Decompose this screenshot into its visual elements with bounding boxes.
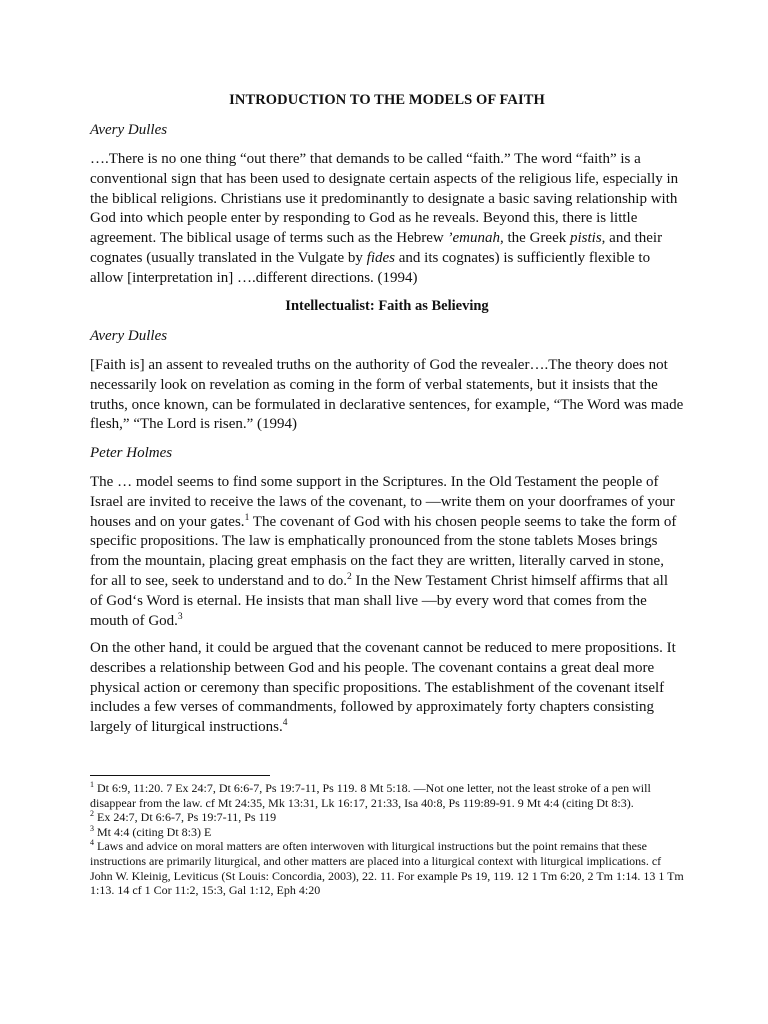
term-pistis: pistis — [569, 230, 602, 247]
footnote-2 — [90, 810, 684, 825]
intro-text-d: and its cognates) is sufficiently flexible to allow [interpretation in] ….different directions. (1994) — [90, 249, 651, 286]
footnote-4 — [90, 839, 684, 897]
dulles-paragraph: [Faith is] an assent to revealed truths on the authority of God the revealer….The theory does not necessarily look on revelation as coming in the form of verbal statements, but it insists that the truths, once known, can be formulated in declarative sentences, for example, “The Word was made flesh,” “The Lord is risen.” (1994) — [90, 357, 684, 433]
footnote-divider — [90, 775, 270, 776]
document-title: INTRODUCTION TO THE MODELS OF FAITH — [229, 92, 545, 108]
footnote-1 — [90, 781, 684, 810]
footnote-mark: 1 — [90, 780, 94, 789]
footnote-text: Ex 24:7, Dt 6:6-7, Ps 19:7-11, Ps 119 — [94, 810, 277, 825]
footnote-ref-3[interactable]: 3 — [177, 611, 183, 622]
intro-paragraph — [90, 150, 684, 289]
author-peter-holmes: Peter Holmes — [90, 445, 173, 461]
footnote-text: Dt 6:9, 11:20. 7 Ex 24:7, Dt 6:6-7, Ps 19:7-11, Ps 119. 8 Mt 5:18. ―Not one letter, not the least stroke of a pen will disappear from the law. cf Mt 24:35, Mk 13:31, Lk 16:17, 21:33, Isa 40:8, Ps 119:89-91. 9 Mt 4:4 (citing Dt 8:3). — [90, 781, 651, 810]
footnote-mark: 4 — [90, 838, 94, 848]
holmes-text-c: In the New Testament Christ himself affirms that all of God‘s Word is eternal. He insists that man shall live ―by every word that comes from the mouth of God. — [90, 572, 669, 629]
footnote-mark: 2 — [90, 809, 94, 819]
footnote-ref-2[interactable]: 2 — [347, 571, 352, 582]
covenant-text: On the other hand, it could be argued that the covenant cannot be reduced to mere propositions. It describes a relationship between God and his people. The covenant contains a great deal more physical action or ceremony than specific propositions. The establishment of the covenant itself includes a few verses of commandments, followed by approximately forty chapters consisting largely of liturgical instructions. — [90, 640, 676, 736]
holmes-paragraph — [90, 473, 684, 631]
footnote-text: Mt 4:4 (citing Dt 8:3) E — [94, 824, 212, 839]
footnote-ref-4[interactable]: 4 — [282, 718, 288, 729]
intro-text-c: , and their cognates (usually translated in the Vulgate by — [90, 230, 663, 266]
term-fides: fides — [366, 249, 396, 266]
term-emunah: ’emunah — [447, 230, 501, 247]
footnote-text: Laws and advice on moral matters are often interwoven with liturgical instructions but the point remains that these instructions are primarily liturgical, and other matters are placed into a liturgical context with liturgical implications. cf John W. Kleinig, Leviticus (St Louis: Concordia, 2003), 22. 11. For example Ps 19, 119. 12 1 Tm 6:20, 2 Tm 1:14. 13 1 Tm 1:13. 14 cf 1 Cor 11:2, 15:3, Gal 1:12, Eph 4:20 — [90, 839, 684, 898]
covenant-paragraph — [90, 639, 684, 738]
footnotes — [90, 781, 684, 898]
author-avery-dulles-intro: Avery Dulles — [90, 122, 168, 138]
footnote-3 — [90, 825, 684, 840]
intro-text-b: , the Greek — [500, 230, 570, 247]
footnote-ref-1[interactable]: 1 — [244, 512, 250, 523]
footnote-mark: 3 — [90, 823, 94, 833]
holmes-text-a: The … model seems to find some support in the Scriptures. In the Old Testament the people of Israel are invited to receive the laws of the covenant, to ―write them on your doorframes of your houses and on your gates. — [90, 474, 675, 530]
holmes-text-b: The covenant of God with his chosen people seems to take the form of specific propositions. The law is emphatically pronounced from the stone tablets Moses brings from the mountain, placing great emphasis on the fact they are written, literally carved in stone, for all to see, seek to understand and to do. — [90, 513, 677, 589]
section-heading-intellectualist: Intellectualist: Faith as Believing — [285, 298, 489, 314]
intro-text-a: ….There is no one thing “out there” that demands to be called “faith.” The word “faith” is a conventional sign that has been used to designate certain aspects of the religious life, especially in the biblical religions. Christians use it predominantly to designate a basic saving relationship with God into which people enter by responding to God as he reveals. Beyond this, there is little agreement. The biblical usage of terms such as the Hebrew — [90, 151, 679, 247]
author-avery-dulles-2: Avery Dulles — [90, 328, 168, 344]
